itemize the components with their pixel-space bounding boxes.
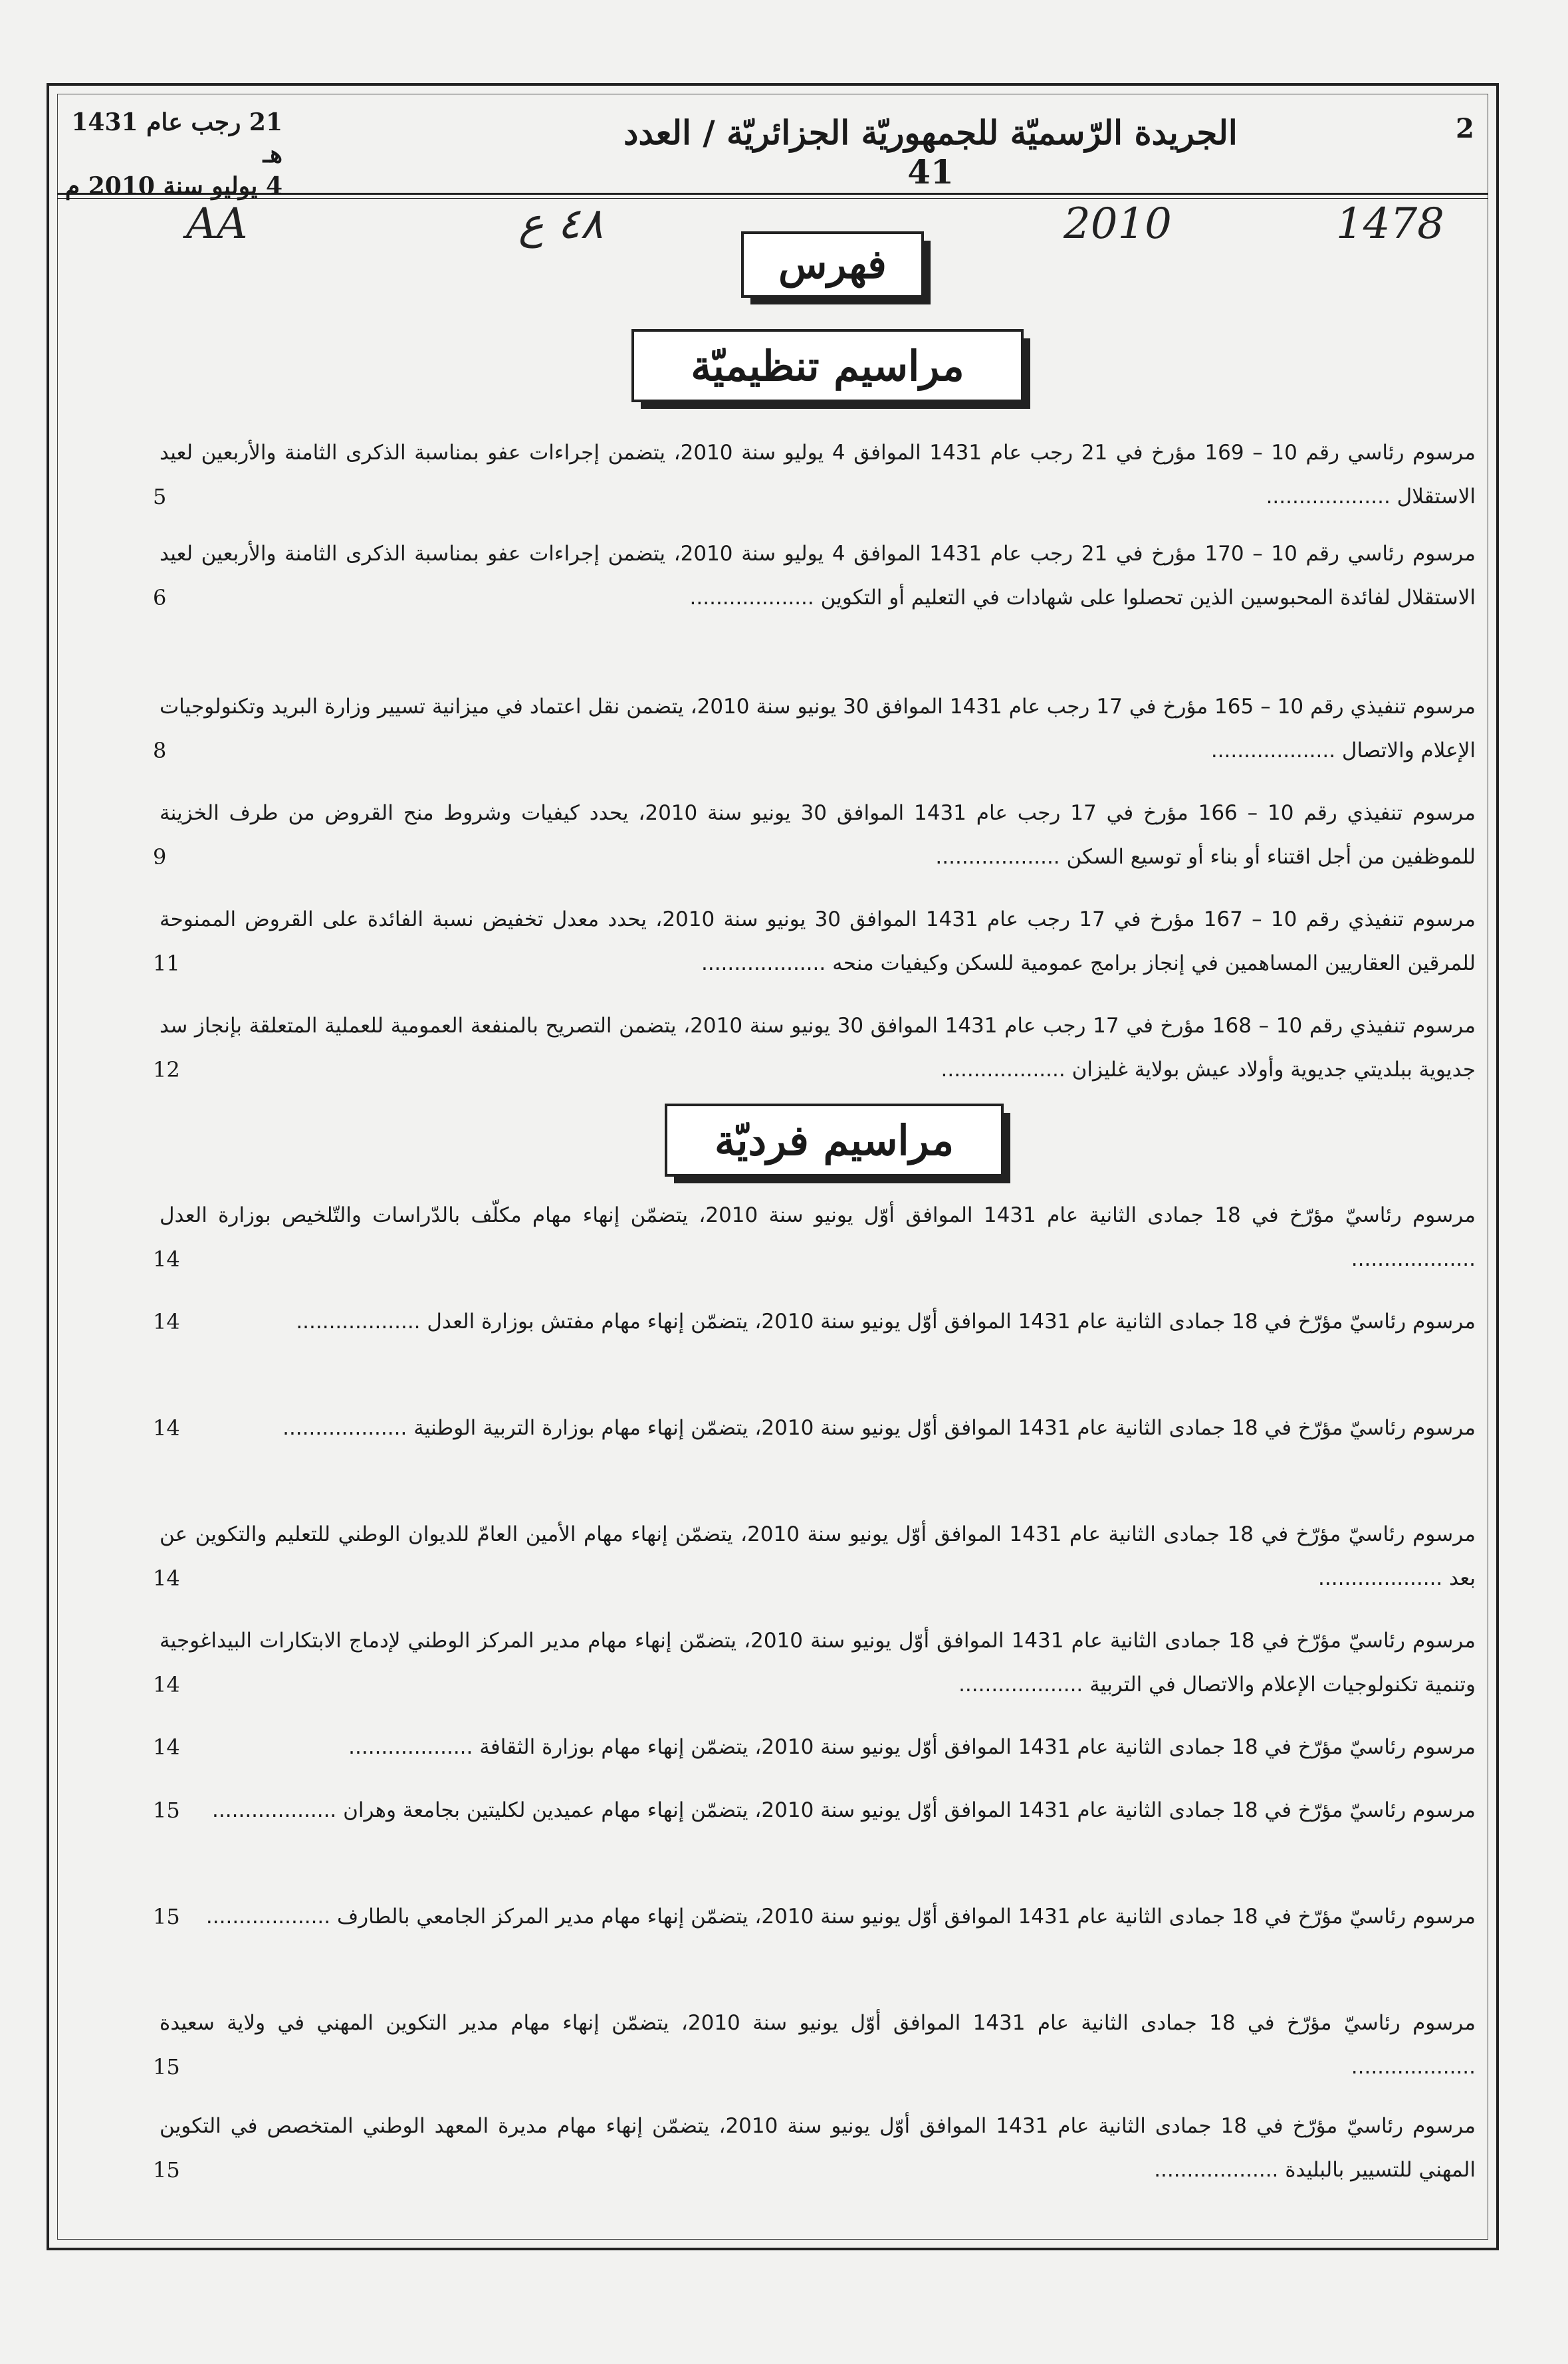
entry-text: مرسوم تنفيذي رقم 10 – 166 مؤرخ في 17 رجب عام 1431 الموافق 30 يونيو سنة 2010، يحدد كيفيات وشروط منح القروض من طرف الخزينة للموظفين من أجل اقتناء أو بناء أو توسيع السكن ..... (160, 801, 1476, 869)
regulatory-decrees-heading: مراسيم تنظيميّة (631, 329, 1024, 402)
entry-text: مرسوم رئاسيّ مؤرّخ في 18 جمادى الثانية عام 1431 الموافق أوّل يونيو سنة 2010، يتضمّن إنهاء مهام مدير المركز الوطني لإدماج الابتكارات البيداغوجية وتنمية تكنولوجيات الإعلام والاتصال في التربية ..... (160, 1629, 1476, 1697)
entry-page: 15 (153, 1798, 180, 1823)
toc-entry[interactable] (153, 1895, 1476, 1939)
toc-entry[interactable] (153, 1725, 1476, 1769)
entry-text: مرسوم رئاسي رقم 10 – 170 مؤرخ في 21 رجب عام 1431 الموافق 4 يوليو سنة 2010، يتضمن إجراءات عفو بمناسبة الذكرى الثامنة والأربعين لعيد الاستقلال لفائدة المحبوسين الذين تحصلوا على شهادات في التعليم أو التكوين ..... (160, 542, 1476, 610)
entry-page: 14 (153, 1734, 180, 1760)
entry-text: مرسوم رئاسيّ مؤرّخ في 18 جمادى الثانية عام 1431 الموافق أوّل يونيو سنة 2010، يتضمّن إنهاء مهام مفتش بوزارة العدل ..... (296, 1310, 1476, 1334)
handwritten-note: 1478 (1336, 199, 1444, 249)
entry-page: 15 (153, 1904, 180, 1929)
entry-page: 6 (153, 585, 167, 610)
toc-entry[interactable] (153, 791, 1476, 879)
entry-text: مرسوم رئاسيّ مؤرّخ في 18 جمادى الثانية عام 1431 الموافق أوّل يونيو سنة 2010، يتضمّن إنهاء مهام بوزارة الثقافة ..... (348, 1735, 1476, 1759)
entry-page: 12 (153, 1057, 180, 1082)
entry-text: مرسوم رئاسيّ مؤرّخ في 18 جمادى الثانية عام 1431 الموافق أوّل يونيو سنة 2010، يتضمّن إنهاء مهام مديرة المعهد الوطني المتخصص في التكوين المهني للتسيير بالبليدة ..... (160, 2114, 1476, 2182)
toc-entry[interactable] (153, 1406, 1476, 1450)
entry-text: مرسوم رئاسيّ مؤرّخ في 18 جمادى الثانية عام 1431 الموافق أوّل يونيو سنة 2010، يتضمّن إنهاء مهام مدير المركز الجامعي بالطارف ..... (206, 1905, 1476, 1929)
date-gregorian: 4 يوليو سنة 2010 م (64, 172, 282, 200)
entry-page: 9 (153, 844, 167, 870)
entry-page: 11 (153, 951, 180, 976)
toc-entry[interactable] (153, 1619, 1476, 1707)
index-heading: فهرس (741, 231, 924, 298)
toc-entry[interactable] (153, 1193, 1476, 1281)
entry-page: 14 (153, 1566, 180, 1591)
handwritten-note: 2010 (1064, 199, 1172, 249)
toc-entry[interactable] (153, 2104, 1476, 2192)
entry-page: 14 (153, 1246, 180, 1272)
entry-text: مرسوم تنفيذي رقم 10 – 168 مؤرخ في 17 رجب عام 1431 الموافق 30 يونيو سنة 2010، يتضمن التصريح بالمنفعة العمومية للعملية المتعلقة بإنجاز سد جديوية ببلديتي جديوية وأولاد عيش بولاية غليزان ..... (160, 1014, 1476, 1082)
entry-text: مرسوم رئاسيّ مؤرّخ في 18 جمادى الثانية عام 1431 الموافق أوّل يونيو سنة 2010، يتضمّن إنهاء مهام مكلّف بالدّراسات والتّلخيص بوزارة العدل ..... (160, 1203, 1476, 1271)
toc-entry[interactable] (153, 685, 1476, 772)
entry-page: 8 (153, 738, 167, 763)
issue-date (63, 106, 282, 202)
handwritten-note: AA (186, 199, 248, 249)
entry-page: 14 (153, 1672, 180, 1697)
journal-title: الجريدة الرّسميّة للجمهوريّة الجزائريّة / العدد 41 (623, 113, 1238, 191)
entry-text: مرسوم رئاسيّ مؤرّخ في 18 جمادى الثانية عام 1431 الموافق أوّل يونيو سنة 2010، يتضمّن إنهاء مهام الأمين العامّ للديوان الوطني للتعليم والتكوين عن بعد ..... (160, 1522, 1476, 1590)
individual-decrees-heading: مراسيم فرديّة (665, 1104, 1004, 1177)
entry-text: مرسوم رئاسيّ مؤرّخ في 18 جمادى الثانية عام 1431 الموافق أوّل يونيو سنة 2010، يتضمّن إنهاء مهام بوزارة التربية الوطنية ..... (282, 1416, 1476, 1440)
entry-text: مرسوم تنفيذي رقم 10 – 167 مؤرخ في 17 رجب عام 1431 الموافق 30 يونيو سنة 2010، يحدد معدل تخفيض نسبة الفائدة على القروض الممنوحة للمرقين العقاريين المساهمين في إنجاز برامج عمومية للسكن وكيفيات منحه ..... (160, 907, 1476, 975)
toc-entry[interactable] (153, 431, 1476, 519)
page-number: 2 (1456, 113, 1474, 144)
date-hijri: 21 رجب عام 1431 هـ (71, 108, 282, 168)
entry-text: مرسوم رئاسيّ مؤرّخ في 18 جمادى الثانية عام 1431 الموافق أوّل يونيو سنة 2010، يتضمّن إنهاء مهام مدير التكوين المهني في ولاية سعيدة ..... (160, 2011, 1476, 2079)
entry-text: مرسوم رئاسي رقم 10 – 169 مؤرخ في 21 رجب عام 1431 الموافق 4 يوليو سنة 2010، يتضمن إجراءات عفو بمناسبة الذكرى الثامنة والأربعين لعيد الاستقلال ..... (160, 441, 1476, 509)
entry-page: 14 (153, 1309, 180, 1334)
entry-page: 15 (153, 2054, 180, 2079)
toc-entry[interactable] (153, 2001, 1476, 2089)
entry-page: 5 (153, 484, 167, 509)
toc-entry[interactable] (153, 1300, 1476, 1344)
entry-text: مرسوم تنفيذي رقم 10 – 165 مؤرخ في 17 رجب عام 1431 الموافق 30 يونيو سنة 2010، يتضمن نقل اعتماد في ميزانية تسيير وزارة البريد وتكنولوجيات الإعلام والاتصال ..... (160, 695, 1476, 763)
toc-entry[interactable] (153, 897, 1476, 985)
toc-entry[interactable] (153, 532, 1476, 620)
entry-text: مرسوم رئاسيّ مؤرّخ في 18 جمادى الثانية عام 1431 الموافق أوّل يونيو سنة 2010، يتضمّن إنهاء مهام عميدين لكليتين بجامعة وهران ..... (212, 1798, 1476, 1822)
entry-page: 15 (153, 2157, 180, 2183)
entry-page: 14 (153, 1415, 180, 1441)
handwritten-note: ٤٨ ع (518, 199, 604, 249)
toc-entry[interactable] (153, 1788, 1476, 1832)
toc-entry[interactable] (153, 1004, 1476, 1092)
toc-entry[interactable] (153, 1512, 1476, 1600)
